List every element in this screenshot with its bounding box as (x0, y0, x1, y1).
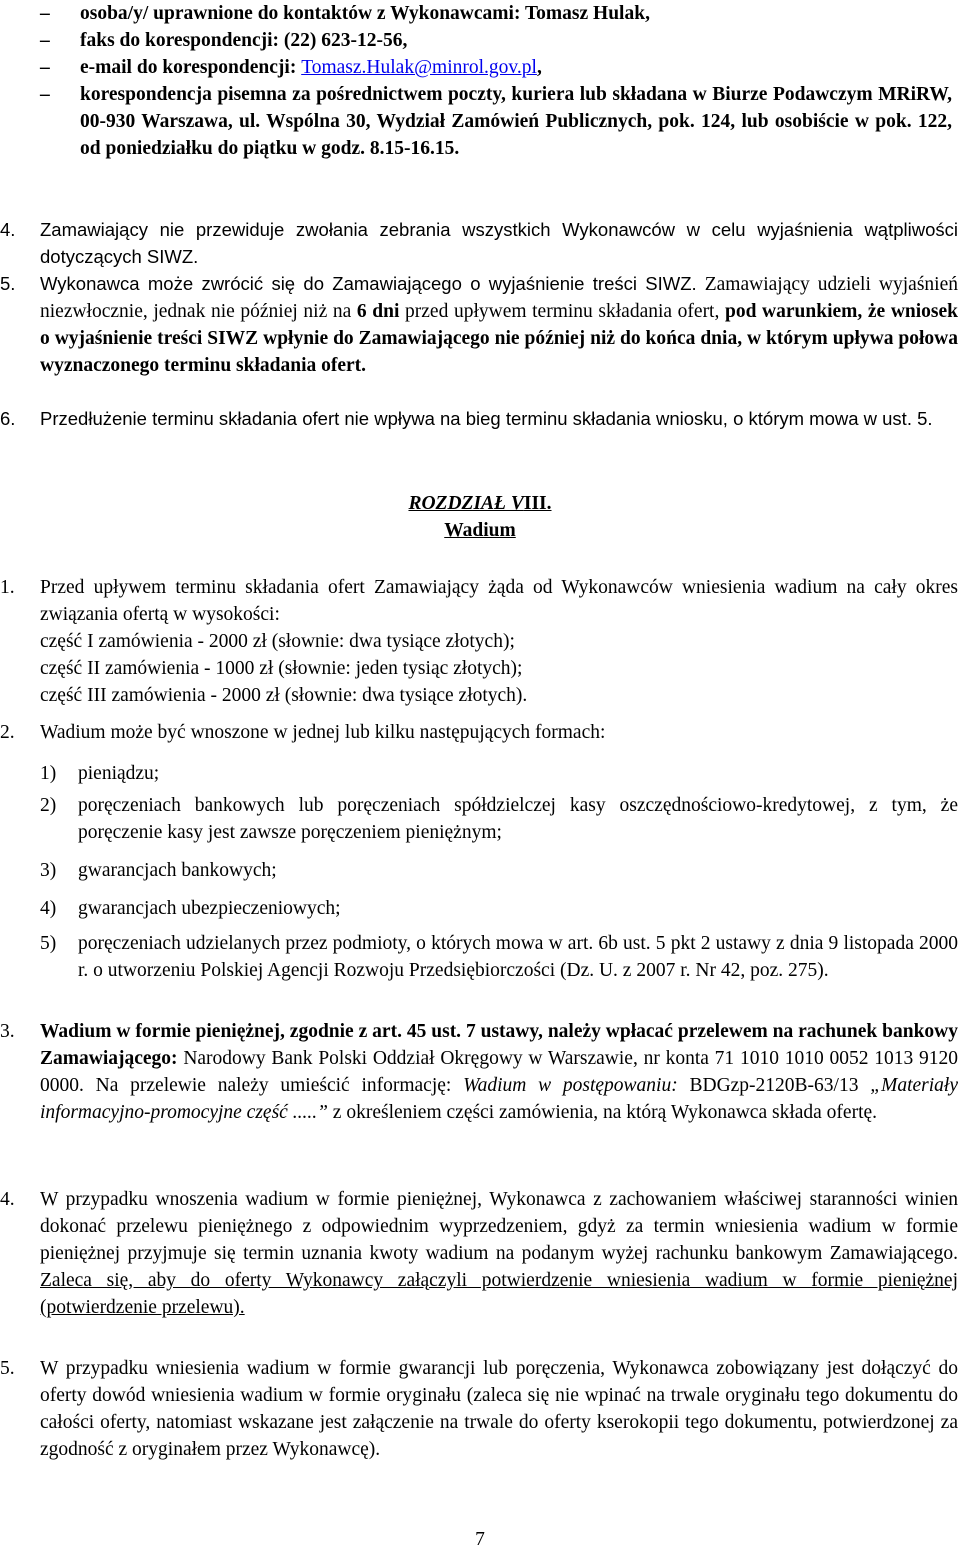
contact-post-text: korespondencja pisemna za pośrednictwem poczty, kuriera lub składana w Biurze Podawczym MRiRW, 00-930 Warszawa, ul. Wspólna 30, Wydział Zamówień Publicznych, pok. 124, lub osobiście w pok. 122, od poniedziałku do piątku w godz. 8.15-16.15. (80, 84, 952, 159)
wadium-4-recommendation: Zaleca się, aby do oferty Wykonawcy załączyli potwierdzenie wniesienia wadium w formie pieniężnej (potwierdzenie przelewu). (40, 1270, 958, 1318)
form-item-text: poręczeniach bankowych lub poręczeniach spółdzielczej kasy oszczędnościowo-kredytowej, z tym, że poręczenie kasy jest zawsze poręczeniem pieniężnym; (78, 795, 958, 843)
list-dash: – (40, 84, 50, 105)
paragraph-5-text-2: Zamawiający udzieli wyjaśnień niezwłocznie, jednak nie później niż na (40, 274, 958, 322)
form-item-1 (40, 760, 958, 787)
paragraph-5 (0, 270, 958, 379)
wadium-5-text: W przypadku wniesienia wadium w formie gwarancji lub poręczenia, Wykonawca zobowiązany jest dołączyć do oferty dowód wniesienia wadium w formie oryginału (zaleca się nie wpinać na trwale oryginału tego dokumentu do całości oferty, natomiast wskazane jest załączenie na trwale do oferty kserokopii tego dokumentu, potwierdzonej za zgodność z oryginałem przez Wykonawcę). (40, 1358, 958, 1460)
wadium-3-text-3: z określeniem części zamówienia, na którą Wykonawca składa ofertę. (327, 1102, 878, 1123)
wadium-3-text-2: BDGzp-2120B-63/13 (677, 1075, 871, 1096)
wadium-3-text-1: Narodowy Bank Polski Oddział Okręgowy w Warszawie, nr konta 71 1010 1010 0052 1013 9120 0000. Na przelewie należy umieścić informację: (40, 1048, 958, 1096)
contact-persons-text: osoba/y/ uprawnione do kontaktów z Wykonawcami: Tomasz Hulak, (80, 3, 650, 24)
chapter-subtitle: Wadium (444, 520, 516, 541)
contact-item-post (40, 81, 952, 162)
paragraph-number: 5. (0, 1358, 15, 1379)
wadium-3-bold: Wadium w formie pieniężnej, zgodnie z art. 45 ust. 7 ustawy, należy wpłacać przelewem na rachunek bankowy Zamawiającego: (40, 1021, 958, 1069)
contact-email-label: e-mail do korespondencji: (80, 57, 302, 78)
form-item-text: poręczeniach udzielanych przez podmioty, o których mowa w art. 6b ust. 5 pkt 2 ustawy z dnia 9 listopada 2000 r. o utworzeniu Polskiej Agencji Rozwoju Przedsiębiorczości (Dz. U. z 2007 r. Nr 42, poz. 275). (78, 933, 958, 981)
wadium-point-2 (0, 719, 958, 746)
wadium-point-4 (0, 1186, 958, 1321)
wadium-point-3 (0, 1018, 958, 1126)
wadium-3-italic-2: „Materiały informacyjno-promocyjne część .....” (40, 1075, 958, 1123)
page-number: 7 (475, 1529, 485, 1550)
contact-item-email (40, 54, 960, 81)
paragraph-5-condition: pod warunkiem, że wniosek o wyjaśnienie treści SIWZ wpłynie do Zamawiającego nie później niż do końca dnia, w którym upływa połowa wyznaczonego terminu składania ofert. (40, 301, 958, 376)
list-dash: – (40, 3, 50, 24)
paragraph-number: 4. (0, 219, 16, 240)
wadium-3-italic-1: Wadium w postępowaniu: (463, 1075, 678, 1096)
paragraph-number: 4. (0, 1189, 15, 1210)
wadium-4-text: W przypadku wnoszenia wadium w formie pieniężnej, Wykonawca z zachowaniem właściwej staranności winien dokonać przelewu pieniężnego z odpowiednim wyprzedzeniem, gdyż za termin wniesienia wadium w formie pieniężnej przyjmuje się termin uznania kwoty wadium na podanym wyżej rachunku bankowym Zamawiającego. (40, 1189, 958, 1264)
paragraph-number: 3. (0, 1021, 15, 1042)
contact-item-fax (40, 27, 960, 54)
item-number: 4) (40, 898, 57, 919)
paragraph-5-text-1: Wykonawca może zwrócić się do Zamawiającego o wyjaśnienie treści SIWZ. (40, 273, 697, 294)
list-dash: – (40, 57, 50, 78)
wadium-1-intro: Przed upływem terminu składania ofert Zamawiający żąda od Wykonawców wniesienia wadium na cały okres związania ofertą w wysokości: (40, 577, 958, 625)
paragraph-5-text-4: przed upływem terminu składania ofert, (399, 301, 725, 322)
paragraph-number: 6. (0, 408, 16, 429)
wadium-2-intro: Wadium może być wnoszone w jednej lub kilku następujących formach: (40, 722, 606, 743)
chapter-title-a: ROZDZIAŁ V (408, 493, 524, 514)
chapter-title-b: III. (523, 493, 552, 514)
form-item-2 (40, 792, 958, 846)
contact-item-persons (40, 0, 960, 27)
contact-list (40, 0, 960, 162)
paragraph-number: 2. (0, 722, 15, 743)
form-item-text: gwarancjach ubezpieczeniowych; (78, 898, 341, 919)
paragraph-4-text: Zamawiający nie przewiduje zwołania zebrania wszystkich Wykonawców w celu wyjaśnienia wątpliwości dotyczących SIWZ. (40, 219, 958, 267)
item-number: 3) (40, 860, 57, 881)
item-number: 5) (40, 933, 57, 954)
form-item-text: gwarancjach bankowych; (78, 860, 277, 881)
form-item-text: pieniądzu; (78, 763, 160, 784)
wadium-part-2: część II zamówienia - 1000 zł (słownie: jeden tysiąc złotych); (40, 658, 523, 679)
form-item-4 (40, 895, 958, 922)
paragraph-5-days: 6 dni (356, 301, 400, 322)
contact-fax-text: faks do korespondencji: (22) 623-12-56, (80, 30, 408, 51)
contact-email-after: , (536, 57, 542, 78)
paragraph-6 (0, 405, 958, 433)
wadium-point-5 (0, 1355, 958, 1463)
form-item-3 (40, 857, 958, 884)
paragraph-4 (0, 216, 958, 270)
wadium-part-1: część I zamówienia - 2000 zł (słownie: dwa tysiące złotych); (40, 631, 515, 652)
item-number: 2) (40, 795, 57, 816)
list-dash: – (40, 30, 50, 51)
form-item-5 (40, 930, 958, 984)
wadium-point-1 (0, 574, 958, 709)
item-number: 1) (40, 763, 57, 784)
paragraph-number: 1. (0, 577, 15, 598)
paragraph-number: 5. (0, 273, 16, 294)
chapter-title (0, 490, 960, 517)
paragraph-6-text: Przedłużenie terminu składania ofert nie wpływa na bieg terminu składania wniosku, o którym mowa w ust. 5. (40, 408, 933, 429)
email-link[interactable]: Tomasz.Hulak@minrol.gov.pl (301, 57, 537, 78)
wadium-part-3: część III zamówienia - 2000 zł (słownie: dwa tysiące złotych). (40, 685, 528, 706)
